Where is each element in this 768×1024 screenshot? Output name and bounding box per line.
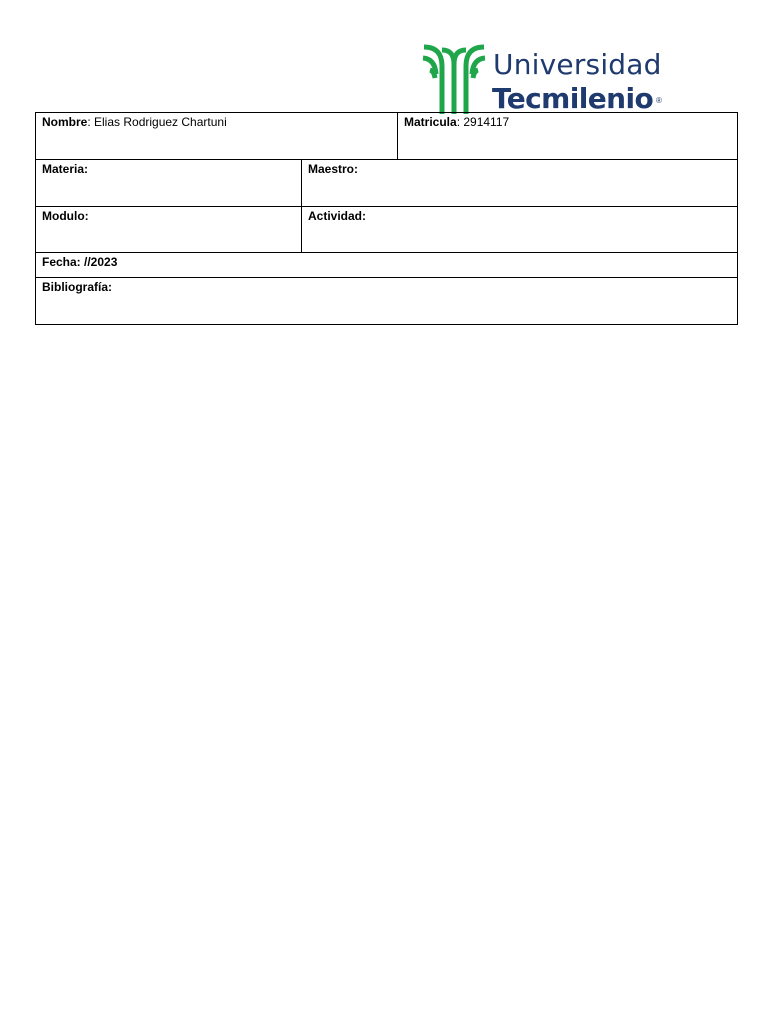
fecha-cell (36, 253, 738, 278)
materia-cell (36, 160, 302, 207)
table-row (36, 113, 738, 160)
registered-mark: ® (656, 96, 662, 105)
matricula-value: 2914117 (463, 115, 510, 129)
matricula-separator: : (456, 115, 464, 129)
student-info-table (35, 112, 738, 325)
table-row (36, 278, 738, 325)
table-row (36, 160, 738, 207)
actividad-label: Actividad: (308, 209, 367, 223)
bibliografia-label: Bibliografía: (42, 280, 113, 294)
table-row (36, 207, 738, 253)
maestro-cell (302, 160, 738, 207)
bibliografia-cell (36, 278, 738, 325)
matricula-cell (398, 113, 738, 160)
nombre-separator: : (87, 115, 95, 129)
tecmilenio-tree-icon (420, 44, 488, 114)
maestro-label: Maestro: (308, 162, 359, 176)
university-logo (420, 44, 670, 114)
nombre-value: Elias Rodriguez Chartuni (94, 115, 227, 129)
fecha-label: Fecha: //2023 (42, 255, 118, 269)
modulo-cell (36, 207, 302, 253)
nombre-cell (36, 113, 398, 160)
logo-word-tecmilenio: Tecmilenio (492, 82, 654, 112)
modulo-label: Modulo: (42, 209, 89, 223)
table-row (36, 253, 738, 278)
actividad-cell (302, 207, 738, 253)
materia-label: Materia: (42, 162, 89, 176)
matricula-label: Matricula (404, 115, 457, 129)
logo-word-universidad: Universidad (493, 48, 662, 81)
nombre-label: Nombre (42, 115, 88, 129)
